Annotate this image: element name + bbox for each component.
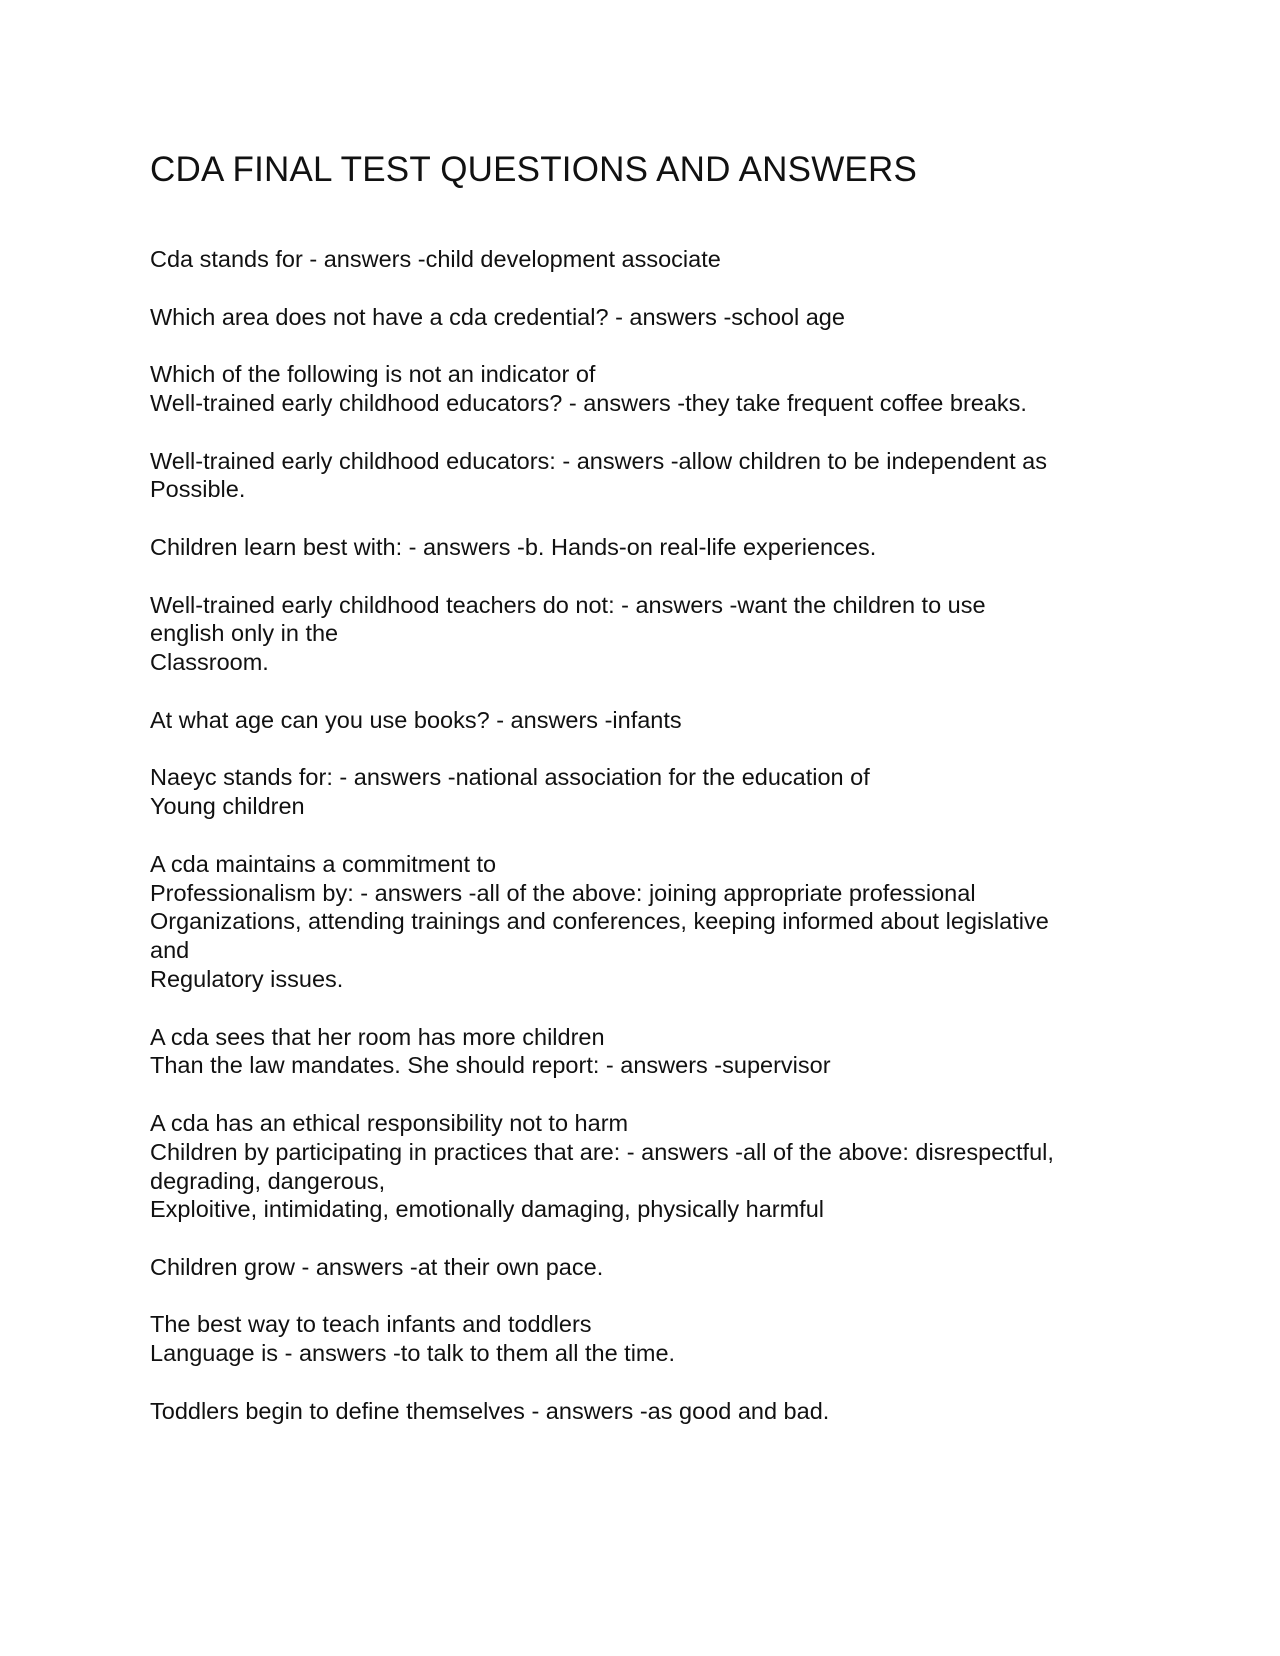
qa-line: Young children bbox=[150, 793, 305, 820]
qa-line: Cda stands for - answers -child development associate bbox=[150, 246, 721, 272]
qa-line: Naeyc stands for: - answers -national association for the education of bbox=[150, 764, 870, 791]
qa-line: Well-trained early childhood educators? - answers -they take frequent coffee breaks. bbox=[150, 389, 1027, 416]
qa-line: Well-trained early childhood teachers do not: - answers -want the children to use bbox=[150, 591, 986, 618]
qa-line: degrading, dangerous, bbox=[150, 1167, 386, 1194]
qa-item bbox=[150, 763, 1130, 821]
qa-line: Possible. bbox=[150, 476, 246, 503]
qa-item bbox=[150, 1023, 1130, 1081]
qa-item bbox=[150, 1397, 1130, 1426]
qa-item bbox=[150, 533, 1130, 562]
qa-line: Children learn best with: - answers -b. Hands-on real-life experiences. bbox=[150, 533, 877, 560]
qa-item bbox=[150, 360, 1130, 418]
qa-line: english only in the bbox=[150, 620, 339, 647]
qa-item bbox=[150, 706, 1130, 735]
qa-item bbox=[150, 303, 1130, 332]
qa-item bbox=[150, 850, 1130, 994]
qa-line: The best way to teach infants and toddlers bbox=[150, 1311, 592, 1338]
qa-line: Which of the following is not an indicator of bbox=[150, 361, 596, 388]
qa-line: Toddlers begin to define themselves - answers -as good and bad. bbox=[150, 1397, 830, 1424]
qa-line: At what age can you use books? - answers -infants bbox=[150, 706, 682, 733]
document-title: CDA FINAL TEST QUESTIONS AND ANSWERS bbox=[150, 150, 917, 189]
qa-line: Than the law mandates. She should report: - answers -supervisor bbox=[150, 1052, 831, 1079]
qa-item bbox=[150, 447, 1130, 505]
qa-line: Which area does not have a cda credential? - answers -school age bbox=[150, 303, 845, 330]
qa-line: Organizations, attending trainings and conferences, keeping informed about legislative bbox=[150, 908, 1049, 935]
qa-line: Language is - answers -to talk to them all the time. bbox=[150, 1340, 676, 1367]
qa-line: A cda sees that her room has more children bbox=[150, 1023, 605, 1050]
qa-line: Children by participating in practices that are: - answers -all of the above: disrespectful, bbox=[150, 1138, 1054, 1165]
qa-line: Regulatory issues. bbox=[150, 965, 344, 992]
qa-item bbox=[150, 1310, 1130, 1368]
qa-line: Professionalism by: - answers -all of the above: joining appropriate professional bbox=[150, 879, 976, 906]
qa-list bbox=[150, 245, 1130, 1426]
qa-line: A cda has an ethical responsibility not to harm bbox=[150, 1109, 629, 1136]
document-page bbox=[150, 148, 1130, 1454]
qa-line: and bbox=[150, 937, 190, 964]
qa-item bbox=[150, 1109, 1130, 1224]
qa-item bbox=[150, 1253, 1130, 1282]
qa-line: A cda maintains a commitment to bbox=[150, 850, 497, 877]
qa-item bbox=[150, 591, 1130, 677]
qa-line: Exploitive, intimidating, emotionally damaging, physically harmful bbox=[150, 1196, 824, 1223]
qa-line: Well-trained early childhood educators: - answers -allow children to be independent as bbox=[150, 447, 1047, 474]
qa-line: Children grow - answers -at their own pace. bbox=[150, 1253, 604, 1280]
qa-line: Classroom. bbox=[150, 649, 269, 676]
qa-item bbox=[150, 245, 1130, 274]
